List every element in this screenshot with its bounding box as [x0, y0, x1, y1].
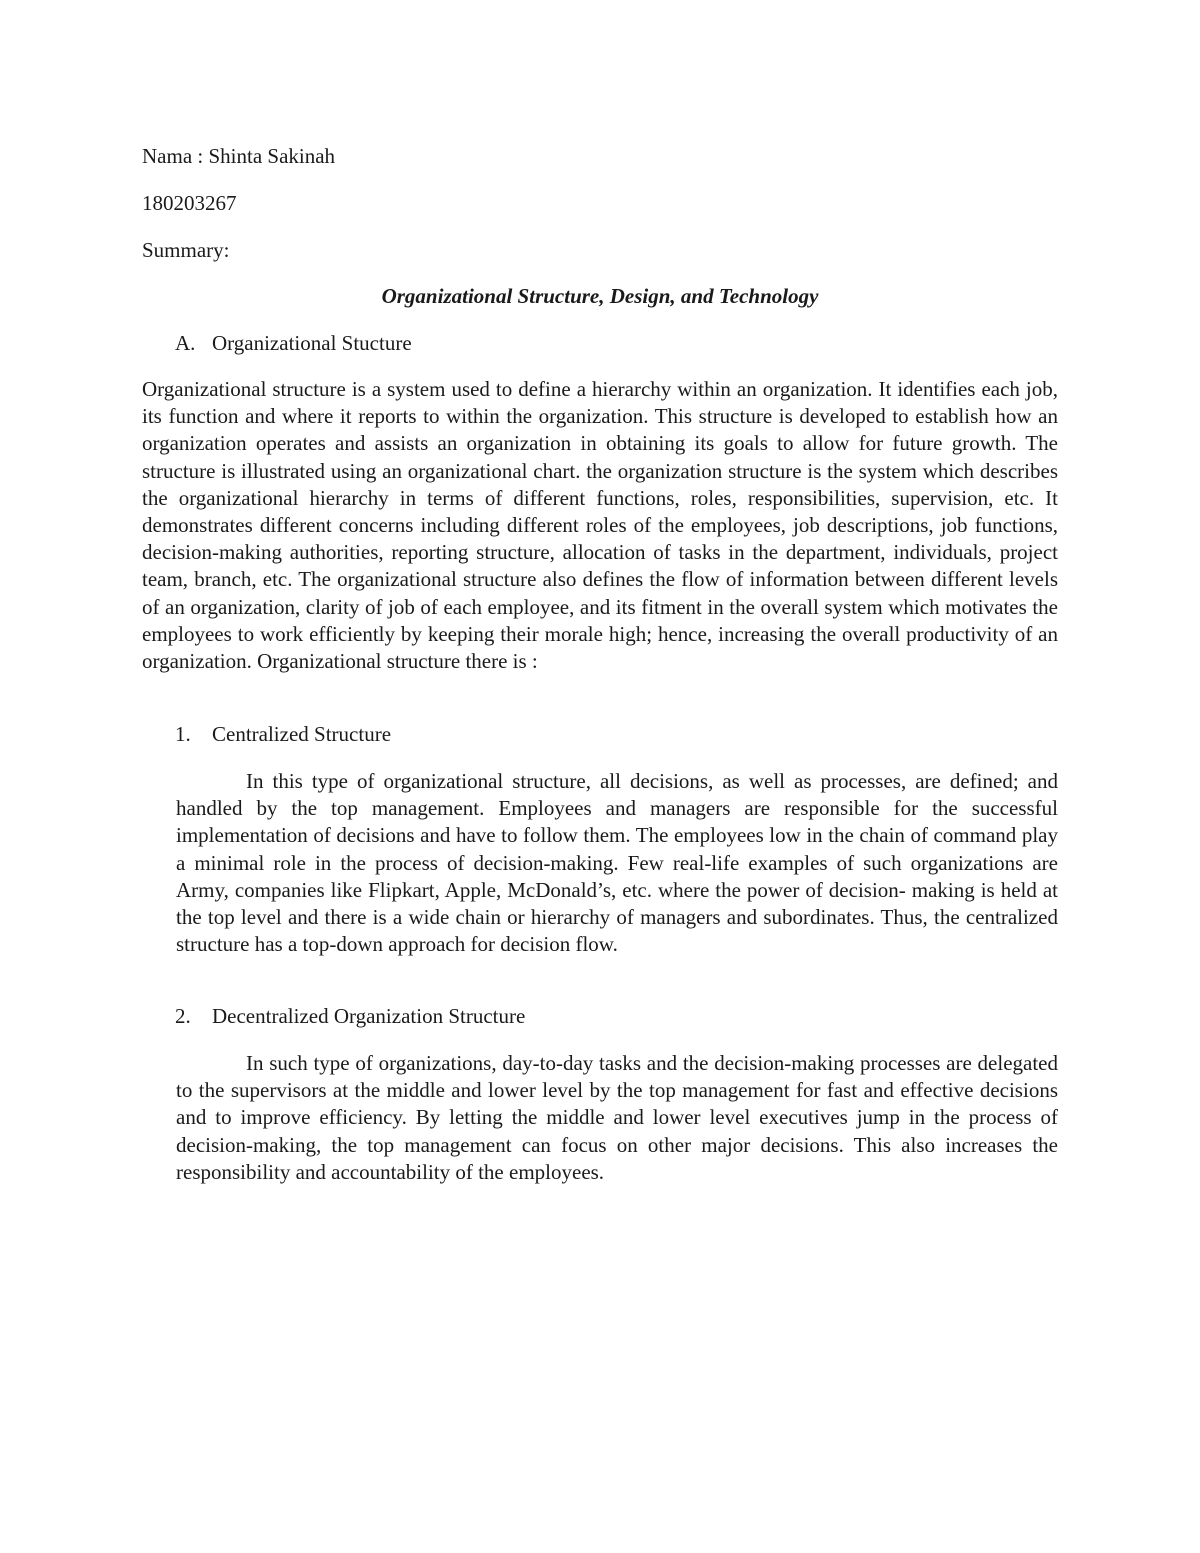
list-item-1-marker: 1. [175, 722, 191, 746]
section-a-heading: Organizational Stucture [212, 331, 412, 355]
section-a-paragraph: Organizational structure is a system used to define a hierarchy within an organization. It identifies each job, its function and where it reports to within the organization. This structure is developed to establish how an organization operates and assists an organization in obtaining its goals to allow for future growth. The structure is illustrated using an organizational chart. the organization structure is the system which describes the organizational hierarchy in terms of different functions, roles, responsibilities, supervision, etc. It demonstrates different concerns including different roles of the employees, job descriptions, job functions, decision-making authorities, reporting structure, allocation of tasks in the department, individuals, project team, branch, etc. The organizational structure also defines the flow of information between different levels of an organization, clarity of job of each employee, and its fitment in the overall system which motivates the employees to work efficiently by keeping their morale high; hence, increasing the overall productivity of an organization. Organizational structure there is : [142, 377, 1058, 674]
list-item-2-heading: Decentralized Organization Structure [212, 1004, 526, 1028]
summary-label: Summary: [142, 238, 230, 262]
list-item-2-marker: 2. [175, 1004, 191, 1028]
list-item-1-heading: Centralized Structure [212, 722, 392, 746]
document-title: Organizational Structure, Design, and Technology [381, 284, 819, 308]
section-a-marker: A. [175, 331, 196, 355]
list-item-1-paragraph: In this type of organizational structure, all decisions, as well as processes, are defined; and handled by the top management. Employees and managers are responsible for the successful implementation of decisions and have to follow them. The employees low in the chain of command play a minimal role in the process of decision-making. Few real-life examples of such organizations are Army, companies like Flipkart, Apple, McDonald’s, etc. where the power of decision- making is held at the top level and there is a wide chain or hierarchy of managers and subordinates. Thus, the centralized structure has a top-down approach for decision flow. [176, 769, 1058, 957]
list-item-2-paragraph: In such type of organizations, day-to-day tasks and the decision-making processes are delegated to the supervisors at the middle and lower level by the top management for fast and effective decisions and to improve efficiency. By letting the middle and lower level executives jump in the process of decision-making, the top management can focus on other major decisions. This also increases the responsibility and accountability of the employees. [176, 1051, 1058, 1184]
student-name: Nama : Shinta Sakinah [142, 144, 336, 168]
student-id: 180203267 [142, 191, 237, 215]
